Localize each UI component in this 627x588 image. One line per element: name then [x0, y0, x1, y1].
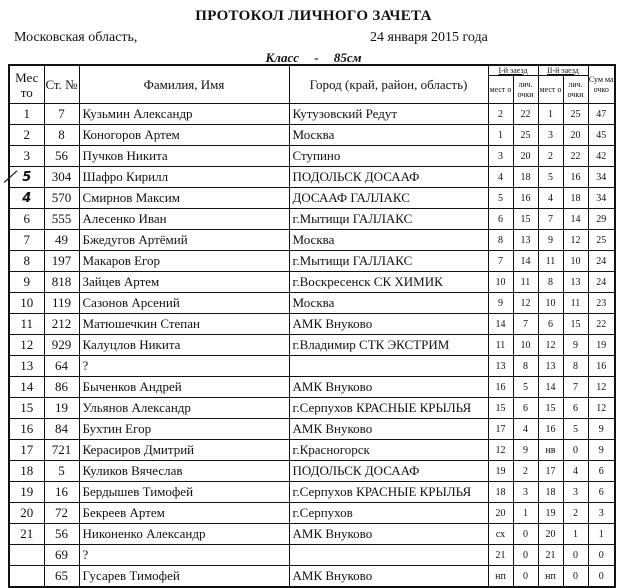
table-row [9, 377, 615, 398]
race2-place-cell: 14 [538, 377, 563, 398]
number-cell: 7 [44, 104, 79, 125]
city-cell: Москва [289, 230, 488, 251]
sum-cell: 12 [588, 398, 615, 419]
sum-cell: 47 [588, 104, 615, 125]
race1-points-cell: 7 [513, 314, 538, 335]
city-cell: АМК Внуково [289, 377, 488, 398]
city-cell: ПОДОЛЬСК ДОСААФ [289, 461, 488, 482]
race1-points-cell: 20 [513, 146, 538, 167]
number-cell: 197 [44, 251, 79, 272]
race2-points-cell: 25 [563, 104, 588, 125]
number-cell: 818 [44, 272, 79, 293]
table-row [9, 104, 615, 125]
table-row [9, 461, 615, 482]
name-cell: Куликов Вячеслав [79, 461, 289, 482]
race2-place-cell: 19 [538, 503, 563, 524]
race2-points-cell: 9 [563, 335, 588, 356]
sum-cell: 29 [588, 209, 615, 230]
table-body [9, 104, 615, 588]
race2-points-cell: 4 [563, 461, 588, 482]
city-cell: г.Владимир СТК ЭКСТРИМ [289, 335, 488, 356]
city-cell: АМК Внуково [289, 566, 488, 588]
number-cell: 555 [44, 209, 79, 230]
number-cell: 49 [44, 230, 79, 251]
city-cell: г.Серпухов [289, 503, 488, 524]
race1-points-cell: 0 [513, 524, 538, 545]
race2-place-cell: 12 [538, 335, 563, 356]
table-row [9, 146, 615, 167]
name-cell: Пучков Никита [79, 146, 289, 167]
number-cell: 86 [44, 377, 79, 398]
col-header-city: Город (край, район, область) [289, 65, 488, 104]
race1-place-cell: 14 [488, 314, 513, 335]
city-cell: Кутузовский Редут [289, 104, 488, 125]
class-dash: - [314, 50, 319, 65]
number-cell: 304 [44, 167, 79, 188]
race1-points-cell: 3 [513, 482, 538, 503]
race1-points-cell: 8 [513, 356, 538, 377]
place-cell: 5 [9, 167, 44, 188]
sum-cell: 19 [588, 335, 615, 356]
name-cell: Макаров Егор [79, 251, 289, 272]
race1-place-cell: 11 [488, 335, 513, 356]
race2-place-cell: 17 [538, 461, 563, 482]
table-row [9, 209, 615, 230]
table-header [9, 65, 615, 104]
city-cell: Москва [289, 125, 488, 146]
place-cell: 21 [9, 524, 44, 545]
race1-place-cell: нп [488, 566, 513, 588]
number-cell: 19 [44, 398, 79, 419]
race1-points-cell: 15 [513, 209, 538, 230]
name-cell: Быченков Андрей [79, 377, 289, 398]
race1-points-cell: 18 [513, 167, 538, 188]
race2-points-cell: 10 [563, 251, 588, 272]
race2-place-cell: 13 [538, 356, 563, 377]
race1-points-cell: 11 [513, 272, 538, 293]
name-cell: Бекреев Артем [79, 503, 289, 524]
race2-place-cell: 18 [538, 482, 563, 503]
table-row [9, 125, 615, 146]
race2-place-cell: нв [538, 440, 563, 461]
table-row [9, 335, 615, 356]
race1-points-cell: 1 [513, 503, 538, 524]
race1-place-cell: 16 [488, 377, 513, 398]
race2-place-cell: нп [538, 566, 563, 588]
race2-place-cell: 9 [538, 230, 563, 251]
name-cell: ? [79, 545, 289, 566]
city-cell: г.Серпухов КРАСНЫЕ КРЫЛЬЯ [289, 398, 488, 419]
place-cell [9, 545, 44, 566]
race1-place-cell: 9 [488, 293, 513, 314]
city-cell: г.Красногорск [289, 440, 488, 461]
name-cell: ? [79, 356, 289, 377]
col-header-place: Мес то [9, 65, 44, 104]
race2-place-cell: 21 [538, 545, 563, 566]
race2-points-cell: 14 [563, 209, 588, 230]
city-cell: Москва [289, 293, 488, 314]
name-cell: Бухтин Егор [79, 419, 289, 440]
sum-cell: 6 [588, 482, 615, 503]
race1-place-cell: 19 [488, 461, 513, 482]
region-label: Московская область, [14, 30, 138, 45]
name-cell: Шафро Кирилл [79, 167, 289, 188]
race1-place-cell: 17 [488, 419, 513, 440]
place-cell: 14 [9, 377, 44, 398]
sum-cell: 0 [588, 545, 615, 566]
handwritten-mark: ⟋ [4, 168, 15, 186]
class-label: Класс [265, 50, 299, 65]
race1-place-cell: 4 [488, 167, 513, 188]
sum-cell: 34 [588, 167, 615, 188]
number-cell: 5 [44, 461, 79, 482]
table-row [9, 167, 615, 188]
race1-points-cell: 16 [513, 188, 538, 209]
place-cell: 9 [9, 272, 44, 293]
sum-cell: 22 [588, 314, 615, 335]
city-cell: ДОСААФ ГАЛЛАКС [289, 188, 488, 209]
race2-place-cell: 4 [538, 188, 563, 209]
race1-place-cell: 2 [488, 104, 513, 125]
race1-points-cell: 10 [513, 335, 538, 356]
race2-points-cell: 22 [563, 146, 588, 167]
table-row [9, 188, 615, 209]
name-cell: Калуцлов Никита [79, 335, 289, 356]
name-cell: Сазонов Арсений [79, 293, 289, 314]
table-row [9, 272, 615, 293]
race1-place-cell: сх [488, 524, 513, 545]
table-row [9, 440, 615, 461]
race1-place-cell: 7 [488, 251, 513, 272]
race1-points-cell: 9 [513, 440, 538, 461]
sum-cell: 25 [588, 230, 615, 251]
race1-points-cell: 14 [513, 251, 538, 272]
race2-place-cell: 3 [538, 125, 563, 146]
race1-place-cell: 20 [488, 503, 513, 524]
race1-points-cell: 13 [513, 230, 538, 251]
place-cell: 1 [9, 104, 44, 125]
number-cell: 56 [44, 146, 79, 167]
race2-place-cell: 8 [538, 272, 563, 293]
sum-cell: 12 [588, 377, 615, 398]
place-cell: 10 [9, 293, 44, 314]
race1-points-cell: 25 [513, 125, 538, 146]
city-cell: АМК Внуково [289, 314, 488, 335]
city-cell: г.Мытищи ГАЛЛАКС [289, 251, 488, 272]
place-cell: 19 [9, 482, 44, 503]
city-cell: Ступино [289, 146, 488, 167]
number-cell: 84 [44, 419, 79, 440]
race2-points-cell: 7 [563, 377, 588, 398]
race2-place-cell: 1 [538, 104, 563, 125]
race1-place-cell: 3 [488, 146, 513, 167]
number-cell: 65 [44, 566, 79, 588]
race1-place-cell: 5 [488, 188, 513, 209]
race2-points-cell: 16 [563, 167, 588, 188]
name-cell: Керасиров Дмитрий [79, 440, 289, 461]
sum-cell: 1 [588, 524, 615, 545]
race2-points-cell: 6 [563, 398, 588, 419]
number-cell: 119 [44, 293, 79, 314]
place-cell: 17 [9, 440, 44, 461]
name-cell: Зайцев Артем [79, 272, 289, 293]
race1-place-cell: 13 [488, 356, 513, 377]
sum-cell: 9 [588, 419, 615, 440]
race1-place-cell: 1 [488, 125, 513, 146]
city-cell: г.Мытищи ГАЛЛАКС [289, 209, 488, 230]
race1-place-cell: 12 [488, 440, 513, 461]
race2-points-cell: 11 [563, 293, 588, 314]
race2-points-cell: 3 [563, 482, 588, 503]
col-header-sum: Сум ма очко [588, 65, 615, 104]
race2-points-cell: 0 [563, 545, 588, 566]
race1-place-cell: 10 [488, 272, 513, 293]
race1-place-cell: 21 [488, 545, 513, 566]
sum-cell: 34 [588, 188, 615, 209]
number-cell: 570 [44, 188, 79, 209]
race2-points-cell: 15 [563, 314, 588, 335]
number-cell: 16 [44, 482, 79, 503]
name-cell: Алесенко Иван [79, 209, 289, 230]
place-cell: 16 [9, 419, 44, 440]
race2-points-cell: 2 [563, 503, 588, 524]
race2-place-cell: 2 [538, 146, 563, 167]
place-cell: 2 [9, 125, 44, 146]
table-row [9, 545, 615, 566]
number-cell: 8 [44, 125, 79, 146]
place-cell [9, 566, 44, 588]
race2-points-cell: 18 [563, 188, 588, 209]
place-cell: 12 [9, 335, 44, 356]
sum-cell: 3 [588, 503, 615, 524]
name-cell: Кузьмин Александр [79, 104, 289, 125]
number-cell: 56 [44, 524, 79, 545]
race1-points-cell: 4 [513, 419, 538, 440]
race1-place-cell: 6 [488, 209, 513, 230]
number-cell: 721 [44, 440, 79, 461]
sum-cell: 42 [588, 146, 615, 167]
table-row [9, 566, 615, 588]
place-cell: 13 [9, 356, 44, 377]
city-cell: АМК Внуково [289, 524, 488, 545]
race2-points-cell: 0 [563, 566, 588, 588]
table-row [9, 356, 615, 377]
name-cell: Бжедугов Артёмий [79, 230, 289, 251]
sum-cell: 24 [588, 272, 615, 293]
race1-place-cell: 18 [488, 482, 513, 503]
name-cell: Никоненко Александр [79, 524, 289, 545]
race2-points-cell: 5 [563, 419, 588, 440]
race2-place-cell: 10 [538, 293, 563, 314]
race2-place-cell: 16 [538, 419, 563, 440]
col-header-race2-points: лич. очки [563, 76, 588, 104]
col-header-race1-place: мест о [488, 76, 513, 104]
place-cell: 3 [9, 146, 44, 167]
number-cell: 929 [44, 335, 79, 356]
col-header-race1: I-й заезд [488, 65, 538, 76]
race1-points-cell: 0 [513, 566, 538, 588]
name-cell: Матюшечкин Степан [79, 314, 289, 335]
race2-place-cell: 6 [538, 314, 563, 335]
name-cell: Гусарев Тимофей [79, 566, 289, 588]
place-cell: 4 [9, 188, 44, 209]
document-title: ПРОТОКОЛ ЛИЧНОГО ЗАЧЕТА [195, 8, 432, 24]
place-cell: 11 [9, 314, 44, 335]
race1-place-cell: 15 [488, 398, 513, 419]
number-cell: 69 [44, 545, 79, 566]
table-row [9, 293, 615, 314]
sum-cell: 0 [588, 566, 615, 588]
place-cell: 7 [9, 230, 44, 251]
number-cell: 212 [44, 314, 79, 335]
race2-points-cell: 20 [563, 125, 588, 146]
race2-place-cell: 7 [538, 209, 563, 230]
race1-points-cell: 22 [513, 104, 538, 125]
city-cell [289, 356, 488, 377]
race2-points-cell: 13 [563, 272, 588, 293]
race2-points-cell: 8 [563, 356, 588, 377]
race1-points-cell: 2 [513, 461, 538, 482]
race2-place-cell: 20 [538, 524, 563, 545]
table-row [9, 251, 615, 272]
city-cell [289, 545, 488, 566]
sum-cell: 45 [588, 125, 615, 146]
table-row [9, 314, 615, 335]
name-cell: Коногоров Артем [79, 125, 289, 146]
sum-cell: 23 [588, 293, 615, 314]
table-row [9, 524, 615, 545]
sum-cell: 9 [588, 440, 615, 461]
place-cell: 8 [9, 251, 44, 272]
race1-points-cell: 0 [513, 545, 538, 566]
col-header-race2-place: мест о [538, 76, 563, 104]
col-header-race2: II-й заезд [538, 65, 588, 76]
table-row [9, 230, 615, 251]
sum-cell: 24 [588, 251, 615, 272]
race2-points-cell: 1 [563, 524, 588, 545]
race1-points-cell: 5 [513, 377, 538, 398]
race2-place-cell: 11 [538, 251, 563, 272]
table-row [9, 419, 615, 440]
table-row [9, 503, 615, 524]
place-cell: 15 [9, 398, 44, 419]
class-value: 85см [333, 50, 362, 65]
name-cell: Смирнов Максим [79, 188, 289, 209]
place-cell: 6 [9, 209, 44, 230]
name-cell: Бердышев Тимофей [79, 482, 289, 503]
col-header-name: Фамилия, Имя [79, 65, 289, 104]
number-cell: 64 [44, 356, 79, 377]
city-cell: г.Воскресенск СК ХИМИК [289, 272, 488, 293]
sum-cell: 16 [588, 356, 615, 377]
place-cell: 20 [9, 503, 44, 524]
race2-place-cell: 5 [538, 167, 563, 188]
city-cell: АМК Внуково [289, 419, 488, 440]
race1-place-cell: 8 [488, 230, 513, 251]
city-cell: ПОДОЛЬСК ДОСААФ [289, 167, 488, 188]
col-header-race1-points: лич. очки [513, 76, 538, 104]
city-cell: г.Серпухов КРАСНЫЕ КРЫЛЬЯ [289, 482, 488, 503]
race2-points-cell: 12 [563, 230, 588, 251]
table-row [9, 482, 615, 503]
number-cell: 72 [44, 503, 79, 524]
place-cell: 18 [9, 461, 44, 482]
race1-points-cell: 12 [513, 293, 538, 314]
race2-place-cell: 15 [538, 398, 563, 419]
results-table [8, 64, 616, 588]
sum-cell: 6 [588, 461, 615, 482]
race2-points-cell: 0 [563, 440, 588, 461]
col-header-number: Ст. № [44, 65, 79, 104]
name-cell: Ульянов Александр [79, 398, 289, 419]
race1-points-cell: 6 [513, 398, 538, 419]
table-row [9, 398, 615, 419]
date-label: 24 января 2015 года [370, 30, 488, 45]
